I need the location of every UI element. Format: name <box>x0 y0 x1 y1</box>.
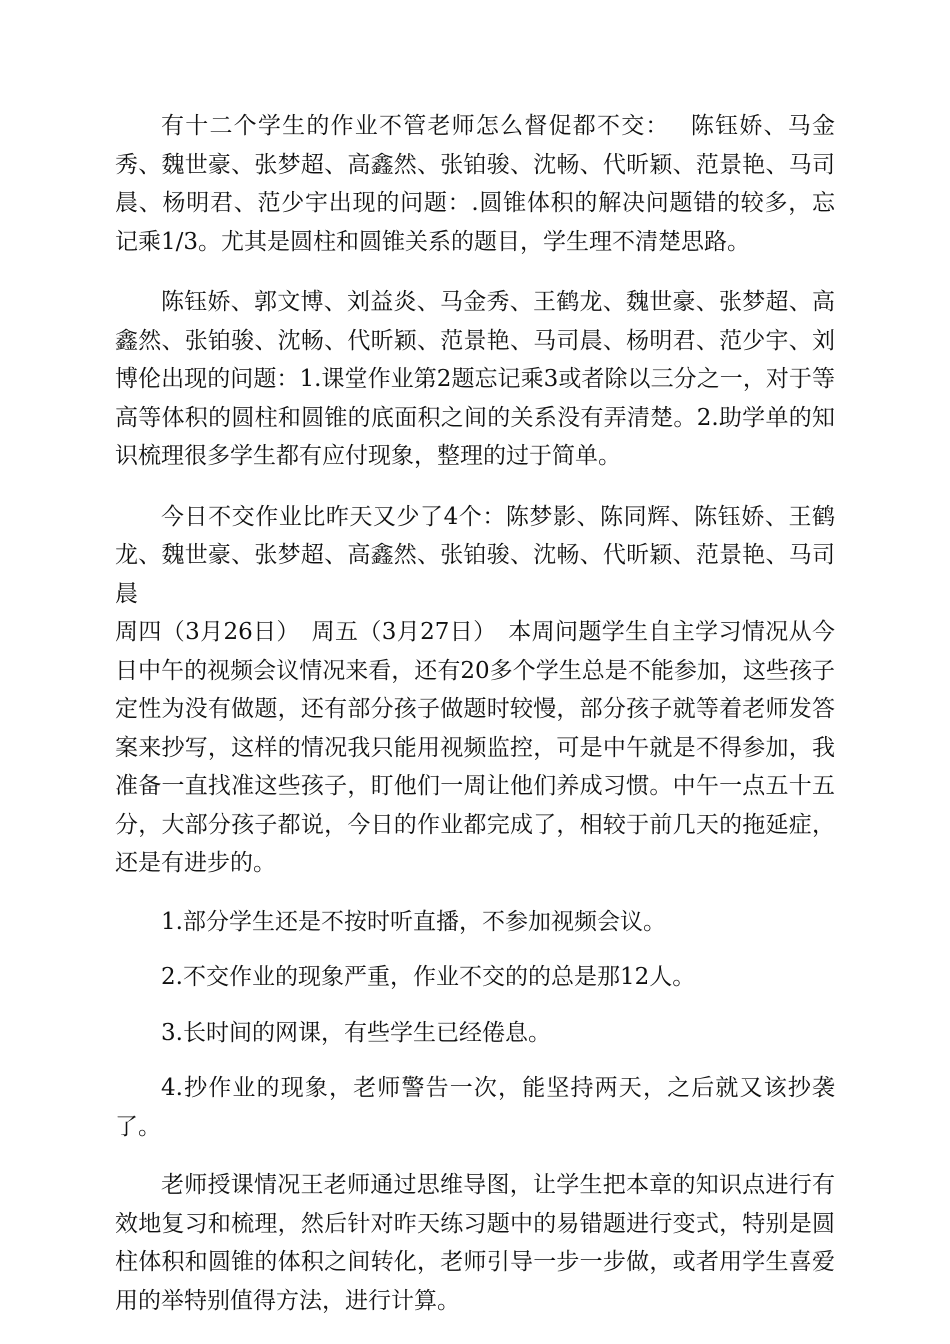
paragraph-today-not-submitted: 今日不交作业比昨天又少了4个：陈梦影、陈同辉、陈钰娇、王鹤龙、魏世豪、张梦超、高鑫然、张铂骏、沈畅、代昕颖、范景艳、马司晨 <box>115 503 835 607</box>
paragraph-weekly-self-study: 周四（3月26日） 周五（3月27日） 本周问题学生自主学习情况从今日中午的视频会议情况来看，还有20多个学生总是不能参加，这些孩子定性为没有做题，还有部分孩子做题时较慢，部分孩子就等着老师发答案来抄写，这样的情况我只能用视频监控，可是中午就是不得参加，我准备一直找准这些孩子，盯他们一周让他们养成习惯。中午一点五十五分，大部分孩子都说，今日的作业都完成了，相较于前几天的拖延症，还是有进步的。 <box>115 619 835 876</box>
paragraph-teaching-situation: 老师授课情况王老师通过思维导图，让学生把本章的知识点进行有效地复习和梳理，然后针对昨天练习题中的易错题进行变式，特别是圆柱体积和圆锥的体积之间转化，老师引导一步一步做，或者用学生喜爱用的举特别值得方法，进行计算。 <box>115 1172 835 1314</box>
list-item-problem-1: 1.部分学生还是不按时听直播，不参加视频会议。 <box>161 908 666 935</box>
list-item-problem-3: 3.长时间的网课，有些学生已经倦息。 <box>161 1019 551 1046</box>
list-item-problem-2: 2.不交作业的现象严重，作业不交的的总是那12人。 <box>161 964 696 990</box>
document-body <box>115 107 835 1320</box>
paragraph-homework-not-submitted: 有十二个学生的作业不管老师怎么督促都不交： 陈钰娇、马金秀、魏世豪、张梦超、高鑫然、张铂骏、沈畅、代昕颖、范景艳、马司晨、杨明君、范少宇出现的问题：.圆锥体积的解决问题错的较多，忘记乘1/3。尤其是圆柱和圆锥关系的题目，学生理不清楚思路。 <box>115 113 835 255</box>
list-item-problem-4: 4.抄作业的现象，老师警告一次，能坚持两天，之后就又该抄袭了。 <box>115 1075 835 1140</box>
paragraph-problem-students: 陈钰娇、郭文博、刘益炎、马金秀、王鹤龙、魏世豪、张梦超、高鑫然、张铂骏、沈畅、代昕颖、范景艳、马司晨、杨明君、范少宇、刘博伦出现的问题：1.课堂作业第2题忘记乘3或者除以三分之一，对于等高等体积的圆柱和圆锥的底面积之间的关系没有弄清楚。2.助学单的知识梳理很多学生都有应付现象，整理的过于简单。 <box>115 289 835 469</box>
